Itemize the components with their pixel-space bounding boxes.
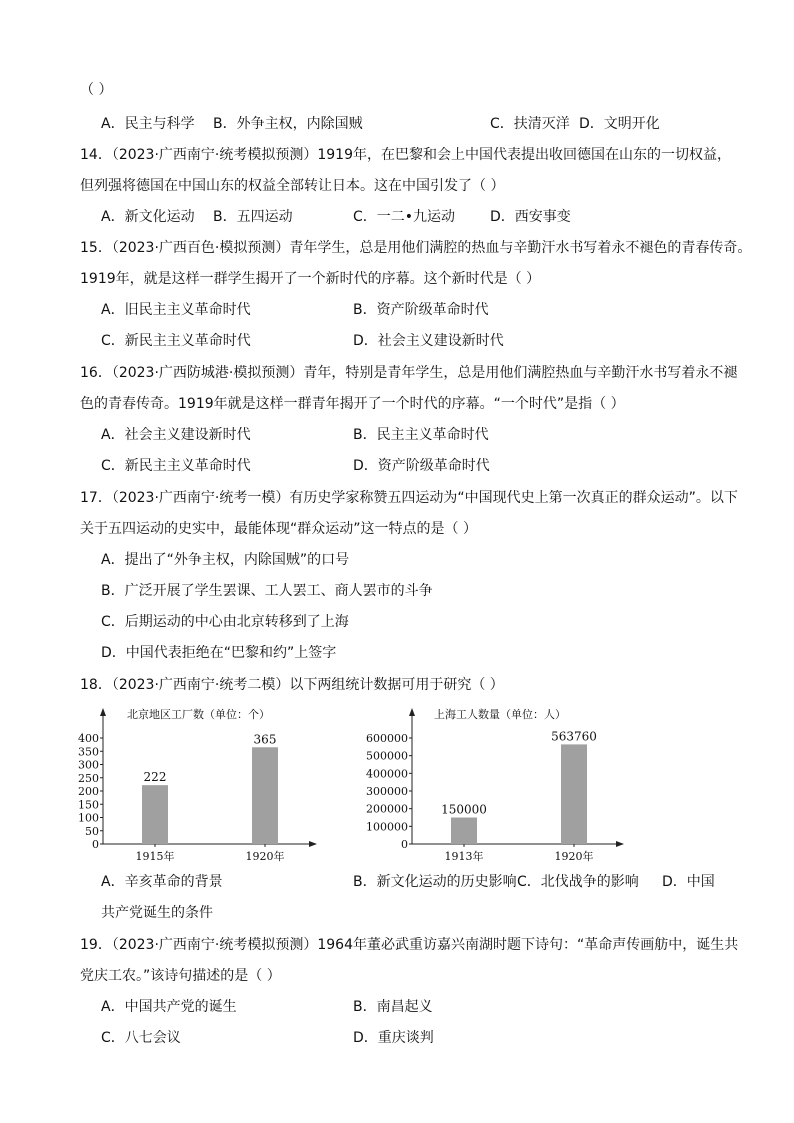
q15-option-b[interactable]: B．资产阶级革命时代 bbox=[353, 302, 489, 318]
y-tick-label: 300000 bbox=[366, 785, 408, 798]
q16-stem-line1: 16．（2023·广西防城港·模拟预测）青年，特别是青年学生，总是用他们满腔热血与辛勤汗水书写着永不褪 bbox=[80, 365, 738, 381]
q15-stem-line2: 1919年，就是这样一群学生揭开了一个新时代的序幕。这个新时代是（ ） bbox=[80, 271, 541, 287]
x-category-label: 1920年 bbox=[245, 850, 285, 863]
q18-stem-line1: 18．（2023·广西南宁·统考二模）以下两组统计数据可用于研究（ ） bbox=[80, 677, 504, 693]
q16-option-a[interactable]: A．社会主义建设新时代 bbox=[101, 427, 251, 443]
x-category-label: 1915年 bbox=[135, 850, 175, 863]
x-axis-arrow-icon bbox=[616, 841, 624, 847]
y-tick-label: 250 bbox=[78, 771, 99, 785]
y-tick-label: 600000 bbox=[366, 732, 408, 745]
bar bbox=[561, 744, 587, 844]
bar bbox=[451, 818, 477, 845]
q14-stem-line1: 14．（2023·广西南宁·统考模拟预测）1919年，在巴黎和会上中国代表提出收回德国在山东的一切权益， bbox=[80, 147, 731, 163]
y-tick-label: 500000 bbox=[366, 749, 408, 763]
q16-option-c[interactable]: C．新民主主义革命时代 bbox=[101, 458, 251, 474]
q14-option-a[interactable]: A．新文化运动 bbox=[101, 209, 195, 225]
y-tick-label: 400000 bbox=[366, 767, 408, 781]
q18-option-a[interactable]: A．辛亥革命的背景 bbox=[101, 874, 223, 890]
q14-stem-line2: 但列强将德国在中国山东的权益全部转让日本。这在中国引发了（ ） bbox=[80, 178, 505, 194]
q17-stem-line1: 17．（2023·广西南宁·统考一模）有历史学家称赞五四运动为“中国现代史上第一次真正的群众运动”。以下 bbox=[80, 490, 738, 506]
q13-option-b[interactable]: B．外争主权，内除国贼 bbox=[213, 116, 363, 132]
q17-stem-line2: 关于五四运动的史实中，最能体现“群众运动”这一特点的是（ ） bbox=[80, 521, 477, 537]
shanghai-workers-chart bbox=[360, 702, 640, 864]
q13-option-c[interactable]: C．扶清灭洋 bbox=[490, 116, 570, 132]
y-tick-label: 0 bbox=[92, 838, 99, 851]
q15-option-a[interactable]: A．旧民主主义革命时代 bbox=[101, 302, 251, 318]
q18-option-d-continued: 共产党诞生的条件 bbox=[101, 905, 213, 921]
q19-stem-line2: 党庆工农。”该诗句描述的是（ ） bbox=[80, 968, 281, 984]
q19-option-b[interactable]: B．南昌起义 bbox=[353, 999, 433, 1015]
q13-option-d[interactable]: D．文明开化 bbox=[579, 116, 660, 132]
chart-title: 北京地区工厂数（单位：个） bbox=[127, 708, 270, 721]
y-tick-label: 200000 bbox=[366, 802, 408, 816]
bar-value-label: 222 bbox=[143, 770, 167, 785]
q18-option-c[interactable]: C．北伐战争的影响 bbox=[517, 874, 639, 890]
bar bbox=[252, 747, 278, 844]
beijing-factories-chart bbox=[75, 702, 325, 864]
q14-option-c[interactable]: C．一二•九运动 bbox=[353, 209, 456, 225]
q19-option-c[interactable]: C．八七会议 bbox=[101, 1030, 181, 1046]
q17-option-a[interactable]: A．提出了“外争主权，内除国贼”的口号 bbox=[101, 552, 350, 568]
q18-option-d[interactable]: D．中国 bbox=[662, 874, 715, 890]
y-axis-arrow-icon bbox=[409, 708, 415, 716]
x-category-label: 1913年 bbox=[444, 850, 484, 863]
y-tick-label: 400 bbox=[78, 732, 99, 745]
q13-option-a[interactable]: A．民主与科学 bbox=[101, 116, 195, 132]
y-tick-label: 0 bbox=[401, 838, 408, 851]
q15-option-d[interactable]: D．社会主义建设新时代 bbox=[353, 333, 504, 349]
y-axis-arrow-icon bbox=[100, 708, 106, 716]
y-tick-label: 50 bbox=[85, 824, 99, 838]
q16-option-b[interactable]: B．民主主义革命时代 bbox=[353, 427, 489, 443]
q19-option-d[interactable]: D．重庆谈判 bbox=[353, 1030, 434, 1046]
bar-value-label: 150000 bbox=[441, 802, 487, 817]
q19-stem-line1: 19．（2023·广西南宁·统考模拟预测）1964年董必武重访嘉兴南湖时题下诗句：“革命声传画舫中，诞生共 bbox=[80, 937, 739, 953]
x-axis-arrow-icon bbox=[309, 841, 317, 847]
y-tick-label: 100000 bbox=[366, 820, 408, 834]
q14-option-b[interactable]: B．五四运动 bbox=[213, 209, 293, 225]
q16-option-d[interactable]: D．资产阶级革命时代 bbox=[353, 458, 490, 474]
q19-option-a[interactable]: A．中国共产党的诞生 bbox=[101, 999, 237, 1015]
q14-option-d[interactable]: D．西安事变 bbox=[490, 209, 571, 225]
chart-title: 上海工人数量（单位：人） bbox=[434, 708, 566, 721]
y-tick-label: 300 bbox=[78, 758, 99, 772]
y-tick-label: 200 bbox=[78, 785, 99, 798]
y-tick-label: 150 bbox=[78, 798, 99, 812]
q16-stem-line2: 色的青春传奇。1919年就是这样一群青年揭开了一个时代的序幕。“一个时代”是指（ ） bbox=[80, 396, 625, 412]
q17-option-b[interactable]: B．广泛开展了学生罢课、工人罢工、商人罢市的斗争 bbox=[101, 583, 433, 599]
q13-stem-tail: （ ） bbox=[80, 82, 113, 98]
bar-value-label: 563760 bbox=[551, 729, 597, 744]
q15-option-c[interactable]: C．新民主主义革命时代 bbox=[101, 333, 251, 349]
x-category-label: 1920年 bbox=[554, 850, 594, 863]
bar bbox=[142, 785, 168, 844]
q17-option-c[interactable]: C．后期运动的中心由北京转移到了上海 bbox=[101, 614, 349, 630]
y-tick-label: 350 bbox=[78, 745, 99, 759]
q15-stem-line1: 15．（2023·广西百色·模拟预测）青年学生，总是用他们满腔的热血与辛勤汗水书写着永不褪色的青春传奇。 bbox=[80, 240, 752, 256]
q17-option-d[interactable]: D．中国代表拒绝在“巴黎和约”上签字 bbox=[101, 645, 337, 661]
bar-value-label: 365 bbox=[253, 732, 277, 747]
q18-option-b[interactable]: B．新文化运动的历史影响 bbox=[353, 874, 517, 890]
y-tick-label: 100 bbox=[78, 811, 99, 825]
